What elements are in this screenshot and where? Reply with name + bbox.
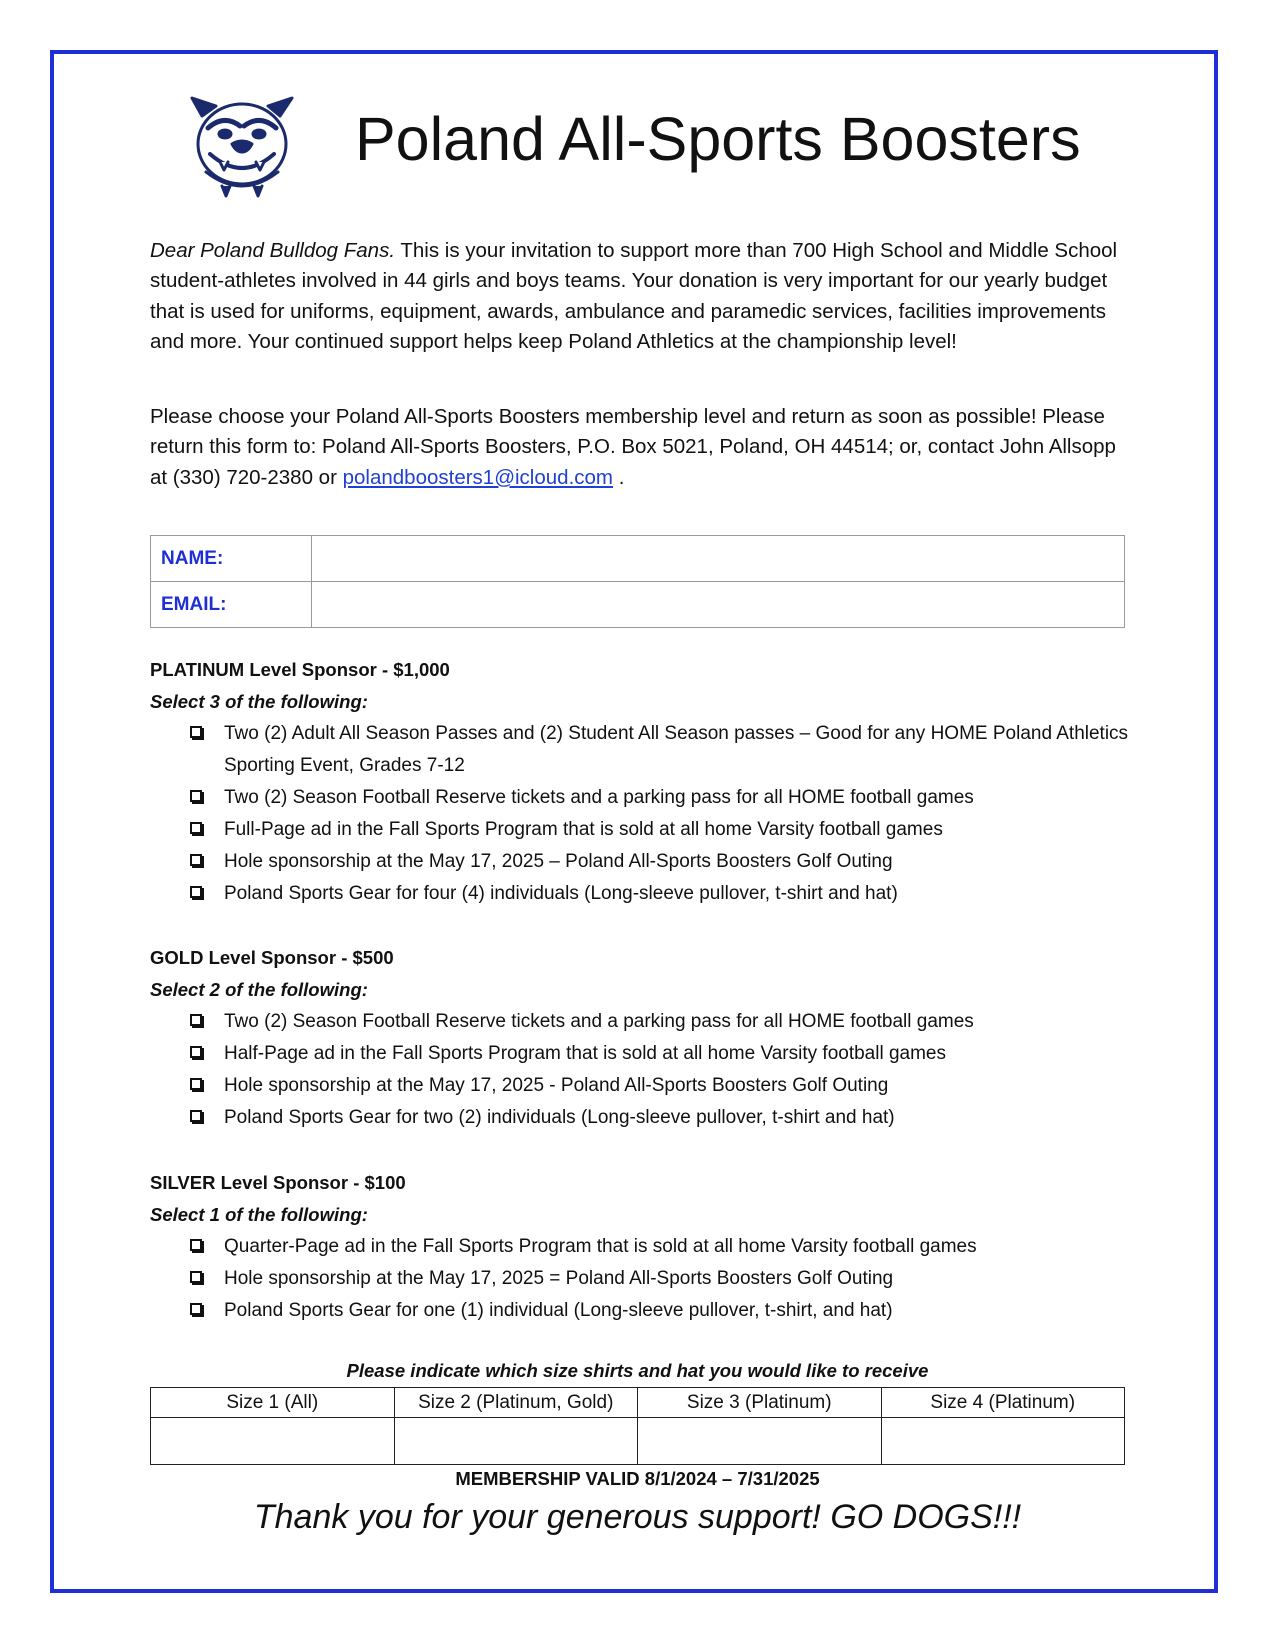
option-label: Poland Sports Gear for one (1) individual (Long-sleeve pullover, t-shirt, and hat) [224, 1300, 893, 1321]
gold-level-section [150, 942, 1150, 1134]
email-link[interactable]: polandboosters1@icloud.com [342, 465, 613, 489]
option-label: Full-Page ad in the Fall Sports Program that is sold at all home Varsity football games [224, 819, 943, 840]
option-label: Hole sponsorship at the May 17, 2025 = Poland All-Sports Boosters Golf Outing [224, 1268, 894, 1289]
level-instruction: Select 3 of the following: [150, 691, 368, 712]
list-item [150, 846, 1150, 878]
email-row [151, 582, 1125, 628]
email-label: EMAIL: [151, 582, 312, 628]
size-3-field[interactable] [638, 1418, 882, 1465]
checkbox[interactable] [190, 1110, 202, 1122]
list-item [150, 1038, 1150, 1070]
size-2-field[interactable] [394, 1418, 638, 1465]
checkbox[interactable] [190, 886, 202, 898]
silver-level-section [150, 1167, 1150, 1327]
list-item [150, 878, 1150, 910]
option-label: Poland Sports Gear for four (4) individuals (Long-sleeve pullover, t-shirt and hat) [224, 883, 898, 904]
list-item [150, 1231, 1150, 1263]
option-list [150, 718, 1150, 910]
intro-body: This is your invitation to support more than 700 High School and Middle School student-athletes involved in 44 girls and boys teams. Your donation is very important for our yearly budget that is used for uniforms, equipment, awards, ambulance and paramedic services, facilities improvements and more. Your continued support helps keep Poland Athletics at the championship level! [150, 239, 1118, 354]
option-label: Quarter-Page ad in the Fall Sports Program that is sold at all home Varsity football games [224, 1236, 977, 1257]
size-entry-row [151, 1418, 1125, 1465]
level-heading: GOLD Level Sponsor - $500 [150, 947, 394, 968]
checkbox[interactable] [190, 1239, 202, 1251]
size-header-row [151, 1388, 1125, 1418]
checkbox[interactable] [190, 1046, 202, 1058]
option-label: Hole sponsorship at the May 17, 2025 - Poland All-Sports Boosters Golf Outing [224, 1075, 889, 1096]
thank-you-message: Thank you for your generous support! GO DOGS!!! [253, 1498, 1022, 1536]
size-caption: Please indicate which size shirts and hat you would like to receive [346, 1360, 929, 1381]
checkbox[interactable] [190, 854, 202, 866]
size-4-field[interactable] [881, 1418, 1125, 1465]
checkbox[interactable] [190, 1271, 202, 1283]
option-label: Hole sponsorship at the May 17, 2025 – Poland All-Sports Boosters Golf Outing [224, 851, 893, 872]
level-heading: SILVER Level Sponsor - $100 [150, 1172, 406, 1193]
list-item [150, 1263, 1150, 1295]
checkbox[interactable] [190, 1303, 202, 1315]
trailing-text: . [613, 465, 625, 489]
size-table [150, 1387, 1125, 1465]
list-item [150, 1295, 1150, 1327]
membership-validity: MEMBERSHIP VALID 8/1/2024 – 7/31/2025 [455, 1468, 820, 1489]
option-label: Two (2) Season Football Reserve tickets and a parking pass for all HOME football games [224, 787, 974, 808]
platinum-level-section [150, 654, 1150, 910]
list-item [150, 814, 1150, 846]
option-label: Half-Page ad in the Fall Sports Program that is sold at all home Varsity football games [224, 1043, 946, 1064]
size-column-header: Size 1 (All) [151, 1388, 395, 1418]
list-item [150, 1006, 1150, 1038]
option-label: Poland Sports Gear for two (2) individuals (Long-sleeve pullover, t-shirt and hat) [224, 1107, 895, 1128]
option-label: Two (2) Season Football Reserve tickets and a parking pass for all HOME football games [224, 1011, 974, 1032]
option-label: Two (2) Adult All Season Passes and (2) Student All Season passes – Good for any HOME Poland Athletics Sporting Event, Grades 7-12 [224, 723, 1129, 776]
name-field[interactable] [312, 536, 1125, 582]
checkbox[interactable] [190, 1014, 202, 1026]
size-column-header: Size 3 (Platinum) [638, 1388, 882, 1418]
page-title: Poland All-Sports Boosters [355, 105, 1081, 173]
list-item [150, 1102, 1150, 1134]
return-text: Please choose your Poland All-Sports Boosters membership level and return as soon as possible! Please return this form to: Poland All-Sports Boosters, P.O. Box 5021, Poland, OH 44514; or, contact John Allsopp at (330) 720-2380 or [150, 405, 1116, 489]
contact-form-table [150, 535, 1125, 628]
checkbox[interactable] [190, 726, 202, 738]
bulldog-logo-icon [180, 82, 304, 202]
list-item [150, 782, 1150, 814]
greeting: Dear Poland Bulldog Fans. [150, 239, 396, 262]
level-instruction: Select 1 of the following: [150, 1204, 368, 1225]
return-instructions [150, 402, 1125, 493]
list-item [150, 1070, 1150, 1102]
size-column-header: Size 2 (Platinum, Gold) [394, 1388, 638, 1418]
list-item [150, 718, 1150, 782]
checkbox[interactable] [190, 790, 202, 802]
level-heading: PLATINUM Level Sponsor - $1,000 [150, 659, 450, 680]
size-column-header: Size 4 (Platinum) [881, 1388, 1125, 1418]
name-label: NAME: [151, 536, 312, 582]
level-instruction: Select 2 of the following: [150, 979, 368, 1000]
email-field[interactable] [312, 582, 1125, 628]
size-1-field[interactable] [151, 1418, 395, 1465]
intro-paragraph [150, 236, 1125, 358]
option-list [150, 1231, 1150, 1327]
option-list [150, 1006, 1150, 1134]
checkbox[interactable] [190, 1078, 202, 1090]
checkbox[interactable] [190, 822, 202, 834]
name-row [151, 536, 1125, 582]
